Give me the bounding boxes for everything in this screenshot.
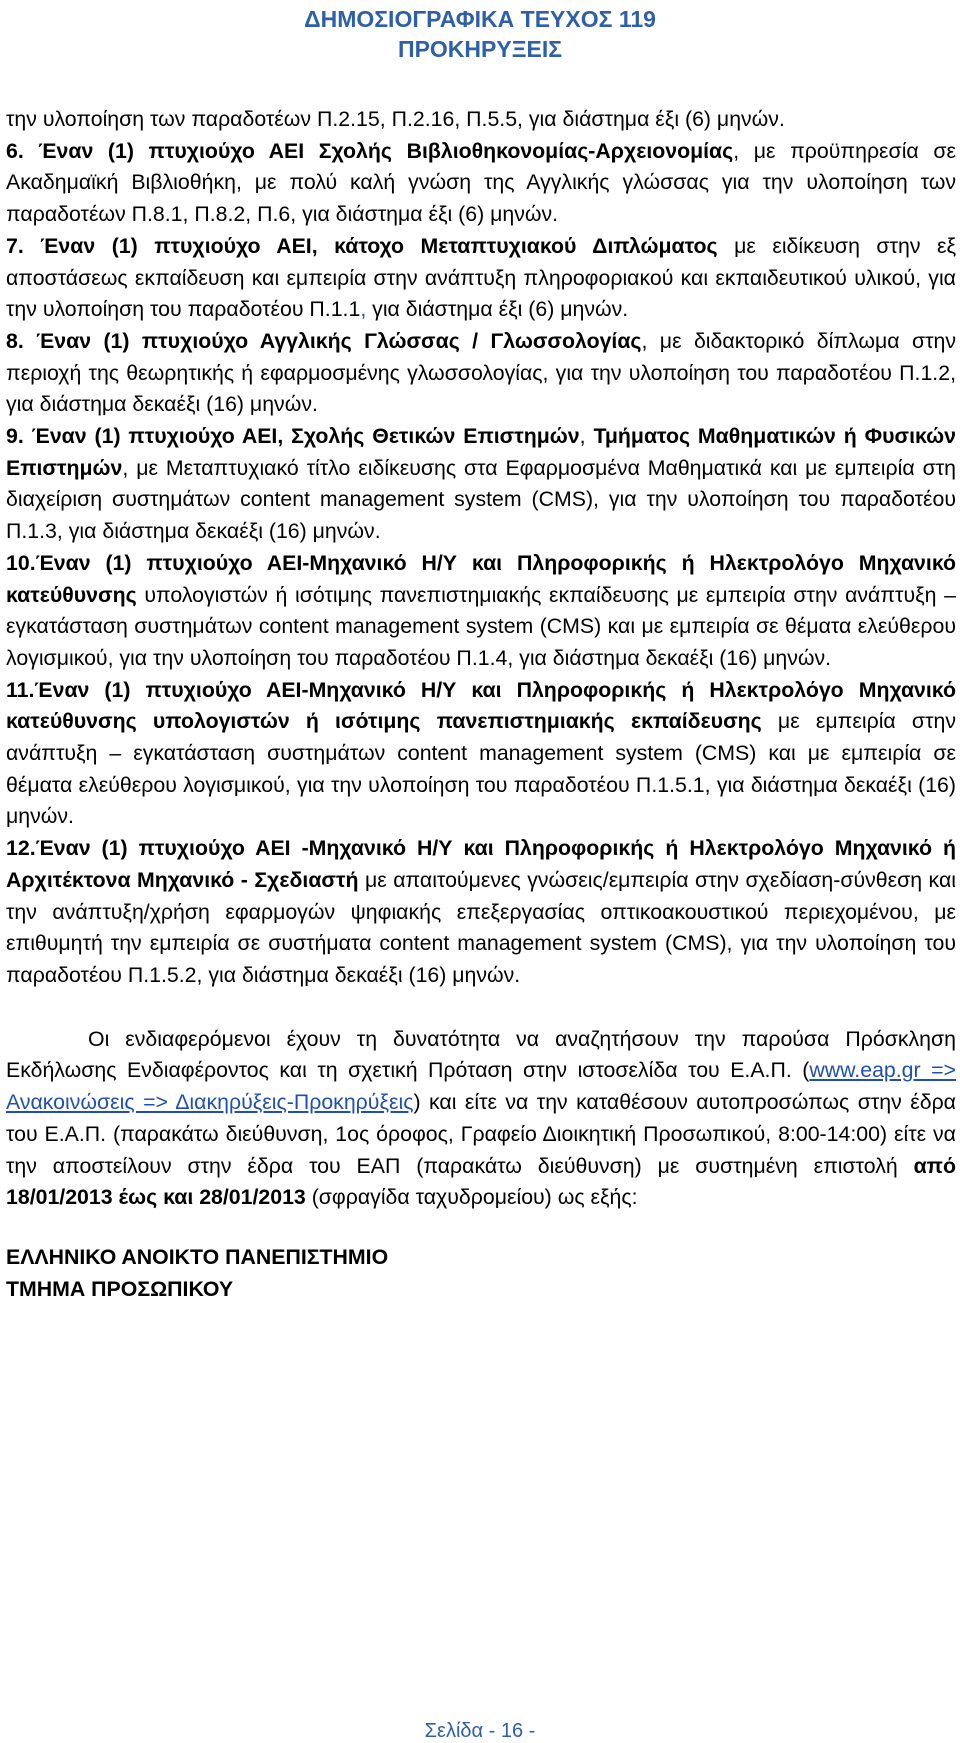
eap-announcements-link[interactable]: www.eap.gr => Ανακοινώσεις => Διακηρύξεις-Προκηρύξεις xyxy=(6,1058,956,1115)
item-7 xyxy=(6,231,956,326)
document-body xyxy=(6,104,956,1305)
item-9 xyxy=(6,421,956,548)
item-10-text: υπολογιστών ή ισότιμης πανεπιστημιακής εκπαίδευσης με εμπειρία στην ανάπτυξη – εγκατάσταση συστημάτων content management system (CMS) και με εμπειρία σε θέματα ελεύθερου λογισμικού, για την υλοποίηση του παραδοτέου Π.1.4, για διάστημα δεκαέξι (16) μηνών. xyxy=(6,582,956,670)
item-9-dept: Τμήματος Μαθηματικών ή Φυσικών Επιστημών xyxy=(6,424,957,480)
item-7-tail: για διάστημα έξι (6) μηνών. xyxy=(366,297,629,322)
item-10-title: 10.Έναν (1) πτυχιούχο ΑΕΙ-Μηχανικό Η/Υ και Πληροφορικής ή Ηλεκτρολόγο Μηχανικό κατεύθυνσης xyxy=(6,550,956,607)
item-11-title: 11.Έναν (1) πτυχιούχο ΑΕΙ-Μηχανικό Η/Υ και Πληροφορικής ή Ηλεκτρολόγο Μηχανικό κατεύθυνσης υπολογιστών ή ισότιμης πανεπιστημιακής εκπαίδευσης xyxy=(6,677,956,734)
header-title: ΔΗΜΟΣΙΟΓΡΑΦΙΚΑ ΤΕΥΧΟΣ 119 xyxy=(304,6,656,32)
address-line-2: ΤΜΗΜΑ ΠΡΟΣΩΠΙΚΟΥ xyxy=(6,1276,234,1301)
item-11-text: με εμπειρία στην ανάπτυξη – εγκατάσταση συστημάτων content management system (CMS) και με εμπειρία σε θέματα ελεύθερου λογισμικού, για την υλοποίηση του παραδοτέου Π.1.5.1, για διάστημα δεκαέξι (16) μηνών. xyxy=(6,709,956,829)
intro-paragraph: την υλοποίηση των παραδοτέων Π.2.15, Π.2.16, Π.5.5, για διάστημα έξι (6) μηνών. xyxy=(6,107,785,131)
item-7-title: 7. Έναν (1) πτυχιούχο ΑΕΙ, κάτοχο Μεταπτυχιακού Διπλώματος xyxy=(6,233,718,258)
item-12 xyxy=(6,833,956,992)
item-8-title: 8. Έναν (1) πτυχιούχο Αγγλικής Γλώσσας / Γλωσσολογίας xyxy=(6,328,642,353)
item-6-title: 6. Έναν (1) πτυχιούχο ΑΕΙ Σχολής Βιβλιοθηκονομίας-Αρχειονομίας xyxy=(6,138,734,163)
item-6-text: , με προϋπηρεσία σε Ακαδημαϊκή Βιβλιοθήκη, με πολύ καλή γνώση της Αγγλικής γλώσσας για την υλοποίηση των παραδοτέων Π.8.1, Π.8.2, Π.6, για διάστημα έξι (6) μηνών. xyxy=(6,138,956,227)
item-9-text: , με Μεταπτυχιακό τίτλο ειδίκευσης στα Εφαρμοσμένα Μαθηματικά και με εμπειρία στη διαχείριση συστημάτων content management system (CMS), για την υλοποίηση του παραδοτέου Π.1.3, για διάστημα δεκαέξι (16) μηνών. xyxy=(6,455,956,544)
page-number: Σελίδα - 16 - xyxy=(424,1720,536,1742)
item-6 xyxy=(6,136,956,231)
notice-dates: από 18/01/2013 έως και 28/01/2013 xyxy=(6,1153,956,1210)
item-7-comma: , xyxy=(360,297,367,322)
item-12-title: 12.Έναν (1) πτυχιούχο ΑΕΙ -Μηχανικό Η/Υ και Πληροφορικής ή Ηλεκτρολόγο Μηχανικό ή Αρχιτέκτονα Μηχανικό - Σχεδιαστή xyxy=(6,836,956,892)
item-7-text: με ειδίκευση στην εξ αποστάσεως εκπαίδευση και εμπειρία στην ανάπτυξη πληροφοριακού και εκπαιδευτικού υλικού, για την υλοποίηση του παραδοτέου Π.1.1 xyxy=(6,233,956,322)
spacer xyxy=(6,1214,956,1242)
notice-text-1: Οι ενδιαφερόμενοι έχουν τη δυνατότητα να αναζητήσουν την παρούσα Πρόσκληση Εκδήλωσης Ενδιαφέροντος και τη σχετική Πρόταση στην ιστοσελίδα του Ε.Α.Π. ( xyxy=(6,1026,956,1083)
item-12-text: με απαιτούμενες γνώσεις/εμπειρία στην σχεδίαση-σύνθεση και την ανάπτυξη/χρήση εφαρμογών ψηφιακής επεξεργασίας οπτικοακουστικού περιεχομένου, με επιθυμητή την εμπειρία σε συστήματα content management system (CMS), για την υλοποίηση του παραδοτέου Π.1.5.2, για διάστημα δεκαέξι (16) μηνών. xyxy=(6,867,956,987)
item-8-text: , με διδακτορικό δίπλωμα στην περιοχή της θεωρητικής ή εφαρμοσμένης γλωσσολογίας, για την υλοποίηση του παραδοτέου Π.1.2, για διάστημα δεκαέξι (16) μηνών. xyxy=(6,328,957,417)
notice-text-2: ) και είτε να την καταθέσουν αυτοπροσώπως στην έδρα του Ε.Α.Π. (παρακάτω διεύθυνση, 1ος όροφος, Γραφείο Διοικητική Προσωπικού, 8:00-14:00) είτε να την αποστείλουν στην έδρα του ΕΑΠ (παρακάτω διεύθυνση) με συστημένη επιστολή xyxy=(6,1090,956,1178)
notice-paragraph xyxy=(6,1024,956,1214)
item-9-sep: , xyxy=(579,424,594,449)
notice-text-3: (σφραγίδα ταχυδρομείου) ως εξής: xyxy=(305,1185,638,1210)
item-9-title: 9. Έναν (1) πτυχιούχο ΑΕΙ, Σχολής Θετικών Επιστημών xyxy=(6,424,580,449)
header-subtitle: ΠΡΟΚΗΡΥΞΕΙΣ xyxy=(397,36,563,62)
item-8 xyxy=(6,326,956,421)
page-header xyxy=(0,4,960,64)
address-line-1: ΕΛΛΗΝΙΚΟ ΑΝΟΙΚΤΟ ΠΑΝΕΠΙΣΤΗΜΙΟ xyxy=(6,1244,389,1269)
spacer xyxy=(6,992,956,1024)
item-11 xyxy=(6,675,956,834)
item-10 xyxy=(6,548,956,675)
